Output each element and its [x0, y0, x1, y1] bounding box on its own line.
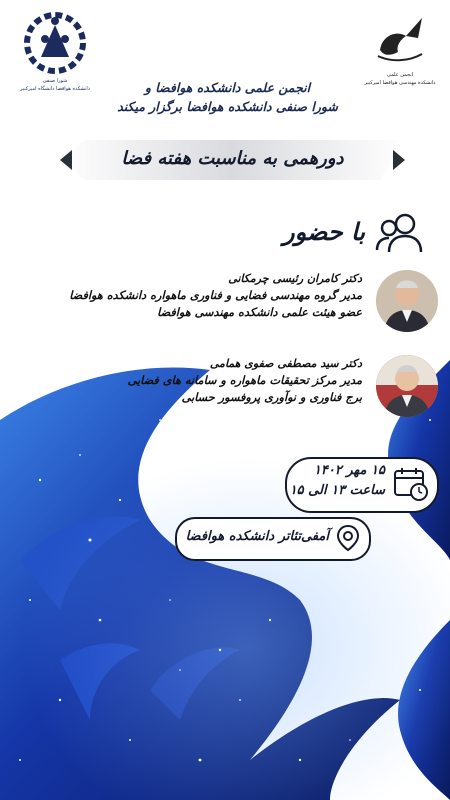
left-logo-caption-1: شورا صنفی — [42, 78, 68, 84]
speaker-1-avatar — [376, 270, 438, 332]
speaker-1-affiliation: عضو هیئت علمی دانشکده مهندسی هوافضا — [157, 306, 362, 319]
right-logo-caption-2: دانشکده مهندسی هوافضا امیرکبیر — [364, 80, 436, 86]
speaker-card-1 — [40, 270, 440, 340]
location-pin-icon — [335, 524, 361, 552]
speaker-card-2 — [40, 355, 440, 425]
speaker-1-name: دکتر کامران رئیسی چرمکانی — [228, 272, 362, 285]
speaker-2-role: مدیر مرکز تحقیقات ماهواره و سامانه های فضایی — [127, 374, 362, 387]
speaker-2-text — [42, 355, 362, 406]
date-time-badge — [285, 457, 439, 513]
event-time: ساعت ۱۳ الی ۱۵ — [289, 483, 385, 498]
speaker-2-portrait — [376, 355, 438, 417]
presence-label: با حضور — [283, 218, 365, 246]
speaker-2-affiliation: برج فناوری و نوآوری پروفسور حسابی — [181, 391, 362, 404]
event-title: دورهمی به مناسبت هفته فضا — [121, 148, 344, 169]
speaker-1-role: مدیر گروه مهندسی فضایی و فناوری ماهواره دانشکده هوافضا — [69, 289, 362, 302]
people-icon — [375, 210, 425, 254]
speaker-2-avatar — [376, 355, 438, 417]
pen-nib-icon — [360, 10, 440, 70]
right-logo-caption-1: انجمن علمی — [387, 72, 413, 78]
speaker-2-name: دکتر سید مصطفی صفوی همامی — [209, 357, 362, 370]
speaker-1-portrait — [376, 270, 438, 332]
header-line-1: انجمن علمی دانشکده هوافضا و — [144, 80, 311, 95]
organizer-header — [60, 78, 395, 116]
speaker-1-text — [42, 270, 362, 321]
header-line-2: شورا صنفی دانشکده هوافضا برگزار میکند — [117, 99, 338, 114]
presence-section — [240, 208, 425, 260]
location-badge — [175, 517, 371, 561]
calendar-clock-icon — [393, 466, 429, 502]
event-date: ۱۵ مهر ۱۴۰۲ — [313, 463, 385, 478]
left-logo-caption-2: دانشکده هوافضا دانشگاه امیرکبیر — [20, 86, 90, 92]
gear-people-icon — [12, 10, 98, 76]
event-location: آمفی‌تئاتر دانشکده هوافضا — [185, 529, 329, 544]
